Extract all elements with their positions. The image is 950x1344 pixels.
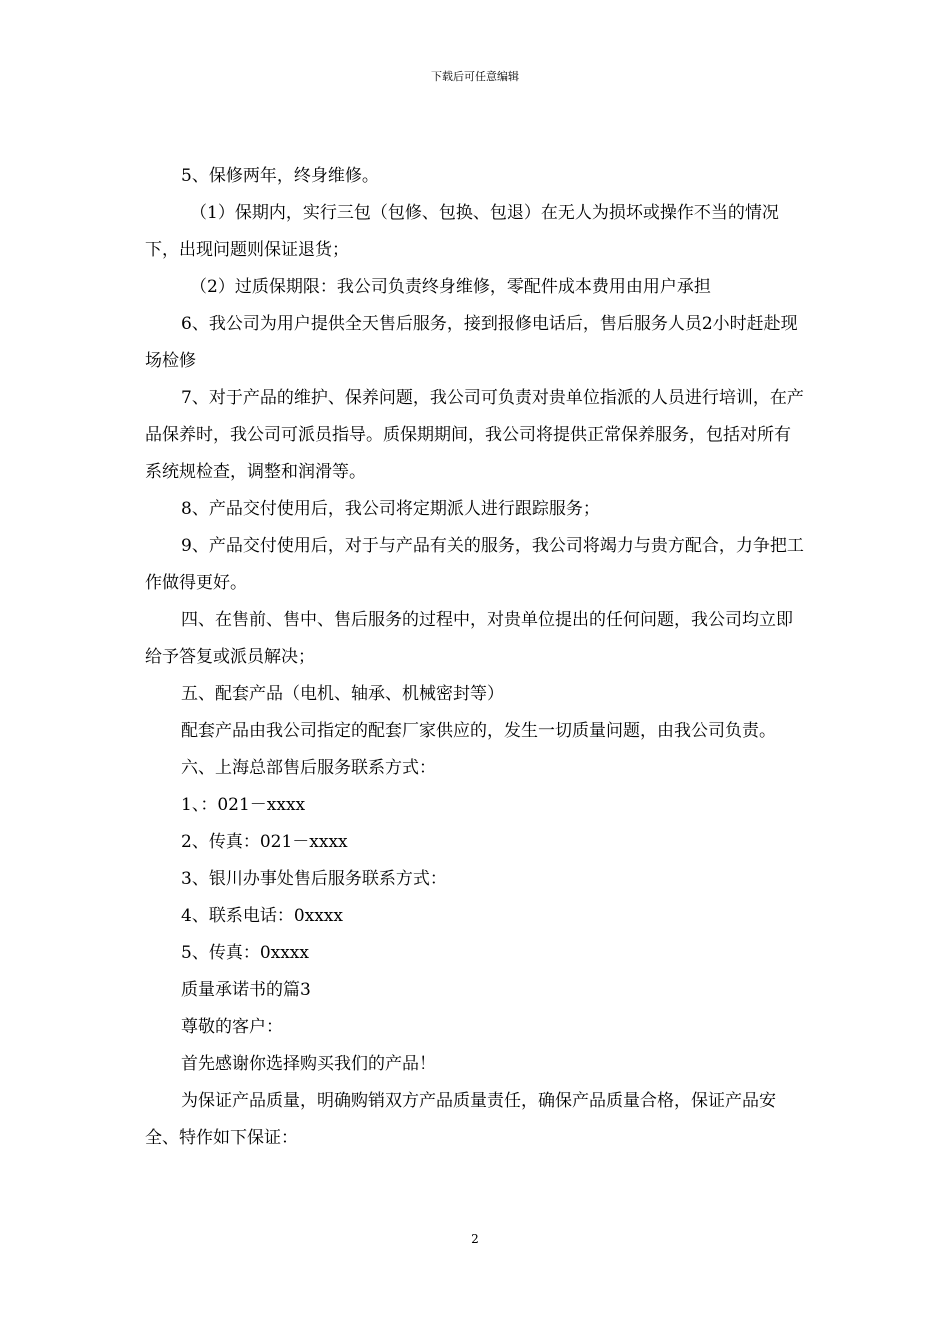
contact-yinchuan-phone: 4、联系电话：0xxxx <box>181 906 343 926</box>
document-body <box>145 158 807 1157</box>
paragraph-service-24h: 6、我公司为用户提供全天售后服务，接到报修电话后，售后服务人员2小时赶赴现场检修 <box>145 314 798 371</box>
paragraph-cooperation: 9、产品交付使用后，对于与产品有关的服务，我公司将竭力与贵方配合，力争把工作做得更好。 <box>145 536 804 593</box>
contact-yinchuan-fax: 5、传真：0xxxx <box>181 943 309 963</box>
paragraph-thanks: 首先感谢你选择购买我们的产品！ <box>181 1054 436 1074</box>
paragraph-section-four: 四、在售前、售中、售后服务的过程中，对贵单位提出的任何问题，我公司均立即给予答复或派员解决； <box>145 610 793 667</box>
paragraph-yinchuan-office: 3、银川办事处售后服务联系方式： <box>181 869 447 889</box>
paragraph-maintenance: 7、对于产品的维护、保养问题，我公司可负责对贵单位指派的人员进行培训，在产品保养时，我公司可派员指导。质保期期间，我公司将提供正常保养服务，包括对所有系统规检查，调整和润滑等。 <box>145 388 804 482</box>
paragraph-section-six: 六、上海总部售后服务联系方式： <box>181 758 436 778</box>
page-header: 下载后可任意编辑 <box>431 70 519 83</box>
paragraph-after-warranty: （2）过质保期限：我公司负责终身维修，零配件成本费用由用户承担 <box>190 277 711 297</box>
paragraph-tracking-service: 8、产品交付使用后，我公司将定期派人进行跟踪服务； <box>181 499 600 519</box>
salutation: 尊敬的客户： <box>181 1017 283 1037</box>
paragraph-supporting-products: 配套产品由我公司指定的配套厂家供应的，发生一切质量问题，由我公司负责。 <box>181 721 776 741</box>
contact-phone: 1、：021－xxxx <box>181 795 306 815</box>
paragraph-warranty-period: （1）保期内，实行三包（包修、包换、包退）在无人为损坏或操作不当的情况下，出现问题则保证退货； <box>145 203 779 260</box>
paragraph-warranty: 5、保修两年，终身维修。 <box>181 166 379 186</box>
page-number: 2 <box>471 1232 479 1246</box>
section-title-part3: 质量承诺书的篇3 <box>181 980 311 1000</box>
contact-fax: 2、传真：021－xxxx <box>181 832 348 852</box>
paragraph-quality-guarantee: 为保证产品质量，明确购销双方产品质量责任，确保产品质量合格，保证产品安全、特作如下保证： <box>145 1091 776 1148</box>
paragraph-section-five: 五、配套产品（电机、轴承、机械密封等） <box>181 684 504 704</box>
